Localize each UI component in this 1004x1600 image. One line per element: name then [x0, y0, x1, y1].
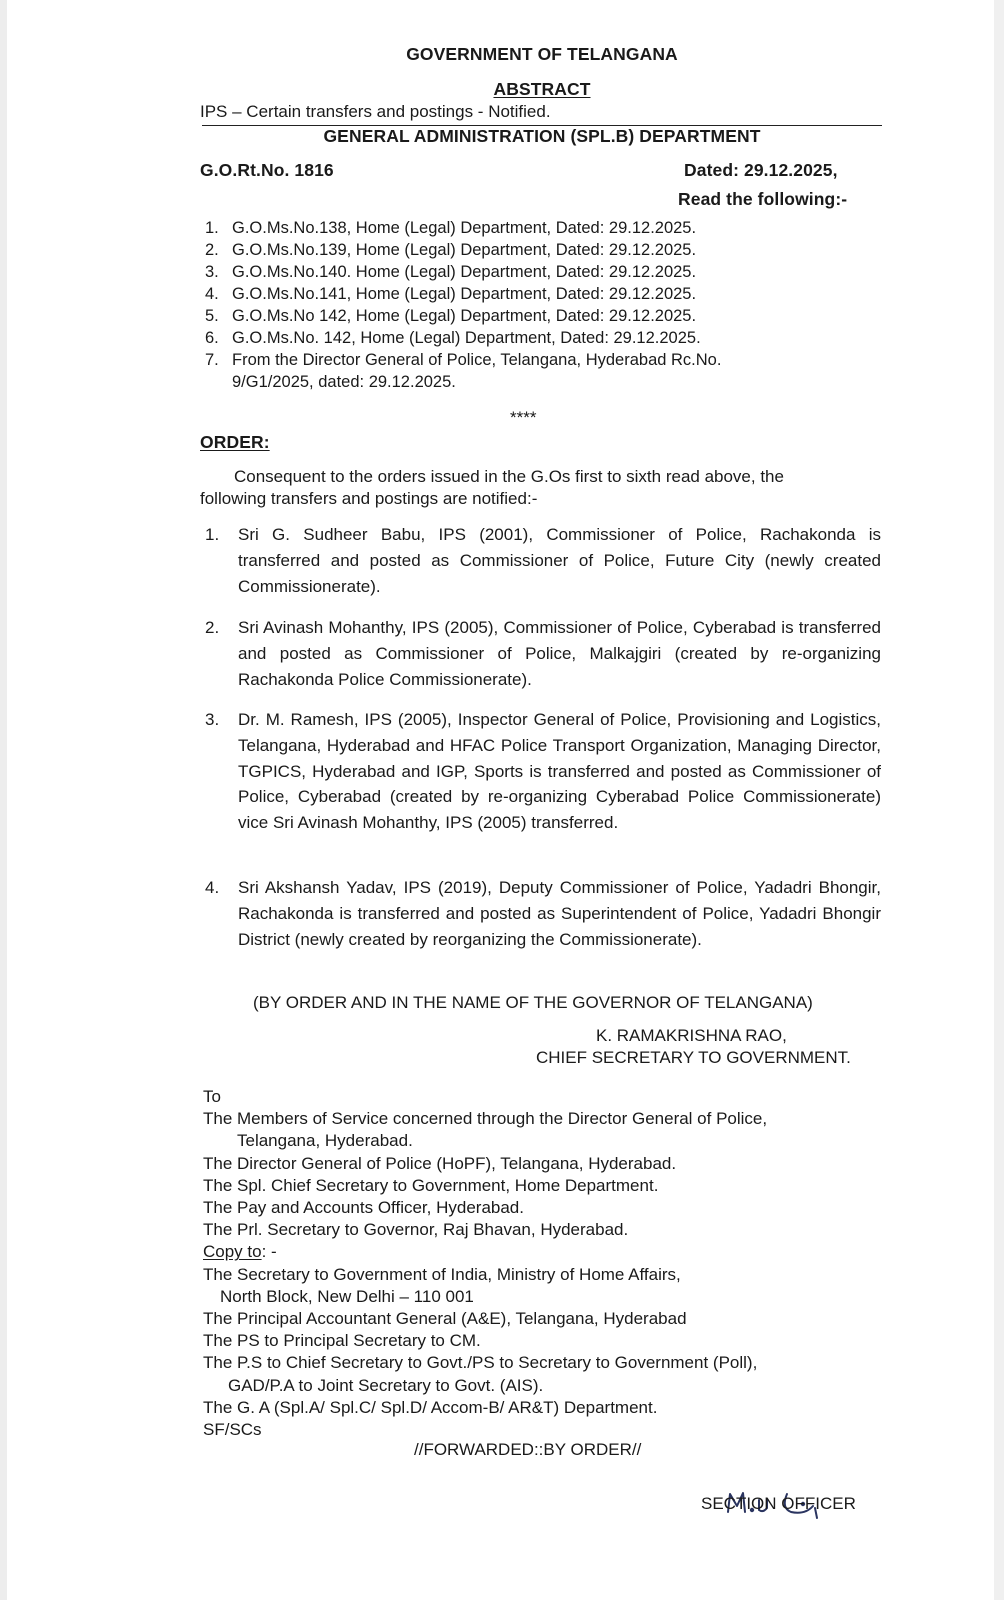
reference-text: G.O.Ms.No.141, Home (Legal) Department, Dated: 29.12.2025.: [232, 285, 697, 303]
reference-item: [205, 217, 721, 239]
order-item: [205, 522, 881, 599]
read-following-label: Read the following:-: [678, 189, 848, 209]
abstract-heading: ABSTRACT: [493, 79, 591, 99]
reference-number: 4.: [205, 285, 219, 303]
reference-text: G.O.Ms.No 142, Home (Legal) Department, Dated: 29.12.2025.: [232, 307, 697, 325]
reference-item: [205, 261, 721, 283]
order-item: [205, 615, 881, 692]
signatory-name: K. RAMAKRISHNA RAO,: [596, 1026, 787, 1045]
order-item-text: Sri Akshansh Yadav, IPS (2019), Deputy Commissioner of Police, Yadadri Bhongir, Rachakonda is transferred and posted as Superintendent of Police, Yadadri Bhongir District (newly created by reorganizing the Commissionerate).: [238, 878, 881, 949]
reference-text: From the Director General of Police, Telangana, Hyderabad Rc.No.: [232, 351, 722, 369]
copy-recipient-continuation: North Block, New Delhi – 110 001: [220, 1286, 474, 1306]
order-item: [205, 875, 881, 952]
reference-number: 1.: [205, 219, 219, 237]
reference-item: [205, 349, 721, 371]
copy-recipient-continuation: GAD/P.A to Joint Secretary to Govt. (AIS).: [228, 1375, 544, 1395]
signatory-title: CHIEF SECRETARY TO GOVERNMENT.: [536, 1048, 851, 1067]
go-date: Dated: 29.12.2025,: [684, 160, 838, 180]
recipient: The Spl. Chief Secretary to Government, Home Department.: [203, 1175, 659, 1195]
order-item: [205, 707, 881, 836]
to-label: To: [203, 1087, 221, 1106]
reference-number: 7.: [205, 351, 219, 369]
reference-text: G.O.Ms.No.140. Home (Legal) Department, Dated: 29.12.2025.: [232, 263, 697, 281]
reference-item-continuation: [205, 371, 721, 393]
recipient: The Director General of Police (HoPF), Telangana, Hyderabad.: [203, 1153, 677, 1173]
order-item-number: 2.: [205, 618, 220, 637]
copy-to-heading: [203, 1241, 767, 1263]
separator-stars: ****: [510, 408, 537, 427]
reference-text: G.O.Ms.No.138, Home (Legal) Department, Dated: 29.12.2025.: [232, 219, 697, 237]
order-item-number: 4.: [205, 878, 220, 897]
recipient-continuation: Telangana, Hyderabad.: [237, 1131, 413, 1151]
recipient: The Pay and Accounts Officer, Hyderabad.: [203, 1198, 524, 1218]
subject-line: IPS – Certain transfers and postings - Notified.: [200, 102, 551, 121]
copy-to-suffix: : -: [261, 1242, 277, 1262]
reference-text: 9/G1/2025, dated: 29.12.2025.: [232, 373, 456, 391]
copy-recipient: The P.S to Chief Secretary to Govt./PS to Secretary to Government (Poll),: [203, 1353, 758, 1373]
distribution-list: [203, 1086, 767, 1441]
recipient: The Prl. Secretary to Governor, Raj Bhavan, Hyderabad.: [203, 1220, 629, 1240]
reference-text: G.O.Ms.No.139, Home (Legal) Department, Dated: 29.12.2025.: [232, 241, 697, 259]
copy-recipient: The G. A (Spl.A/ Spl.C/ Spl.D/ Accom-B/ AR&T) Department.: [203, 1397, 658, 1417]
department-heading: GENERAL ADMINISTRATION (SPL.B) DEPARTMENT: [323, 126, 761, 146]
order-item-number: 1.: [205, 525, 220, 544]
reference-item: [205, 283, 721, 305]
section-officer-label: SECTION OFFICER: [701, 1494, 856, 1513]
reference-item: [205, 239, 721, 261]
order-intro-line1: Consequent to the orders issued in the G.Os first to sixth read above, the: [234, 467, 784, 486]
reference-text: G.O.Ms.No. 142, Home (Legal) Department, Dated: 29.12.2025.: [232, 329, 701, 347]
reference-number: 2.: [205, 241, 219, 259]
order-item-text: Sri Avinash Mohanthy, IPS (2005), Commissioner of Police, Cyberabad is transferred and posted as Commissioner of Police, Malkajgiri (created by re-organizing Rachakonda Police Commissionerate).: [238, 618, 881, 689]
copy-recipient: The Secretary to Government of India, Ministry of Home Affairs,: [203, 1264, 681, 1284]
order-intro-line2: following transfers and postings are notified:-: [200, 489, 538, 508]
order-item-text: Sri G. Sudheer Babu, IPS (2001), Commissioner of Police, Rachakonda is transferred and posted as Commissioner of Police, Future City (newly created Commissionerate).: [238, 525, 881, 596]
order-heading: ORDER:: [200, 432, 270, 452]
order-item-number: 3.: [205, 710, 220, 729]
by-order-statement: (BY ORDER AND IN THE NAME OF THE GOVERNOR OF TELANGANA): [253, 993, 813, 1012]
copy-recipient: SF/SCs: [203, 1420, 262, 1440]
order-item-text: Dr. M. Ramesh, IPS (2005), Inspector General of Police, Provisioning and Logistics, Telangana, Hyderabad and HFAC Police Transport Organization, Managing Director, TGPICS, Hyderabad and IGP, Sports is transferred and posted as Commissioner of Police, Cyberabad (created by re-organizing Cyberabad Police Commissionerate) vice Sri Avinash Mohanthy, IPS (2005) transferred.: [238, 710, 881, 833]
copy-recipient: The Principal Accountant General (A&E), Telangana, Hyderabad: [203, 1309, 687, 1329]
reference-number: 5.: [205, 307, 219, 325]
government-heading: GOVERNMENT OF TELANGANA: [406, 44, 678, 64]
copy-recipient: The PS to Principal Secretary to CM.: [203, 1331, 481, 1351]
go-number: G.O.Rt.No. 1816: [200, 160, 334, 180]
reference-number: 3.: [205, 263, 219, 281]
reference-item: [205, 305, 721, 327]
reference-item: [205, 327, 721, 349]
recipient: The Members of Service concerned through the Director General of Police,: [203, 1109, 768, 1129]
reference-number: 6.: [205, 329, 219, 347]
references-list: [205, 217, 721, 393]
forwarded-by-order: //FORWARDED::BY ORDER//: [414, 1440, 642, 1459]
copy-to-label: Copy to: [203, 1242, 262, 1262]
